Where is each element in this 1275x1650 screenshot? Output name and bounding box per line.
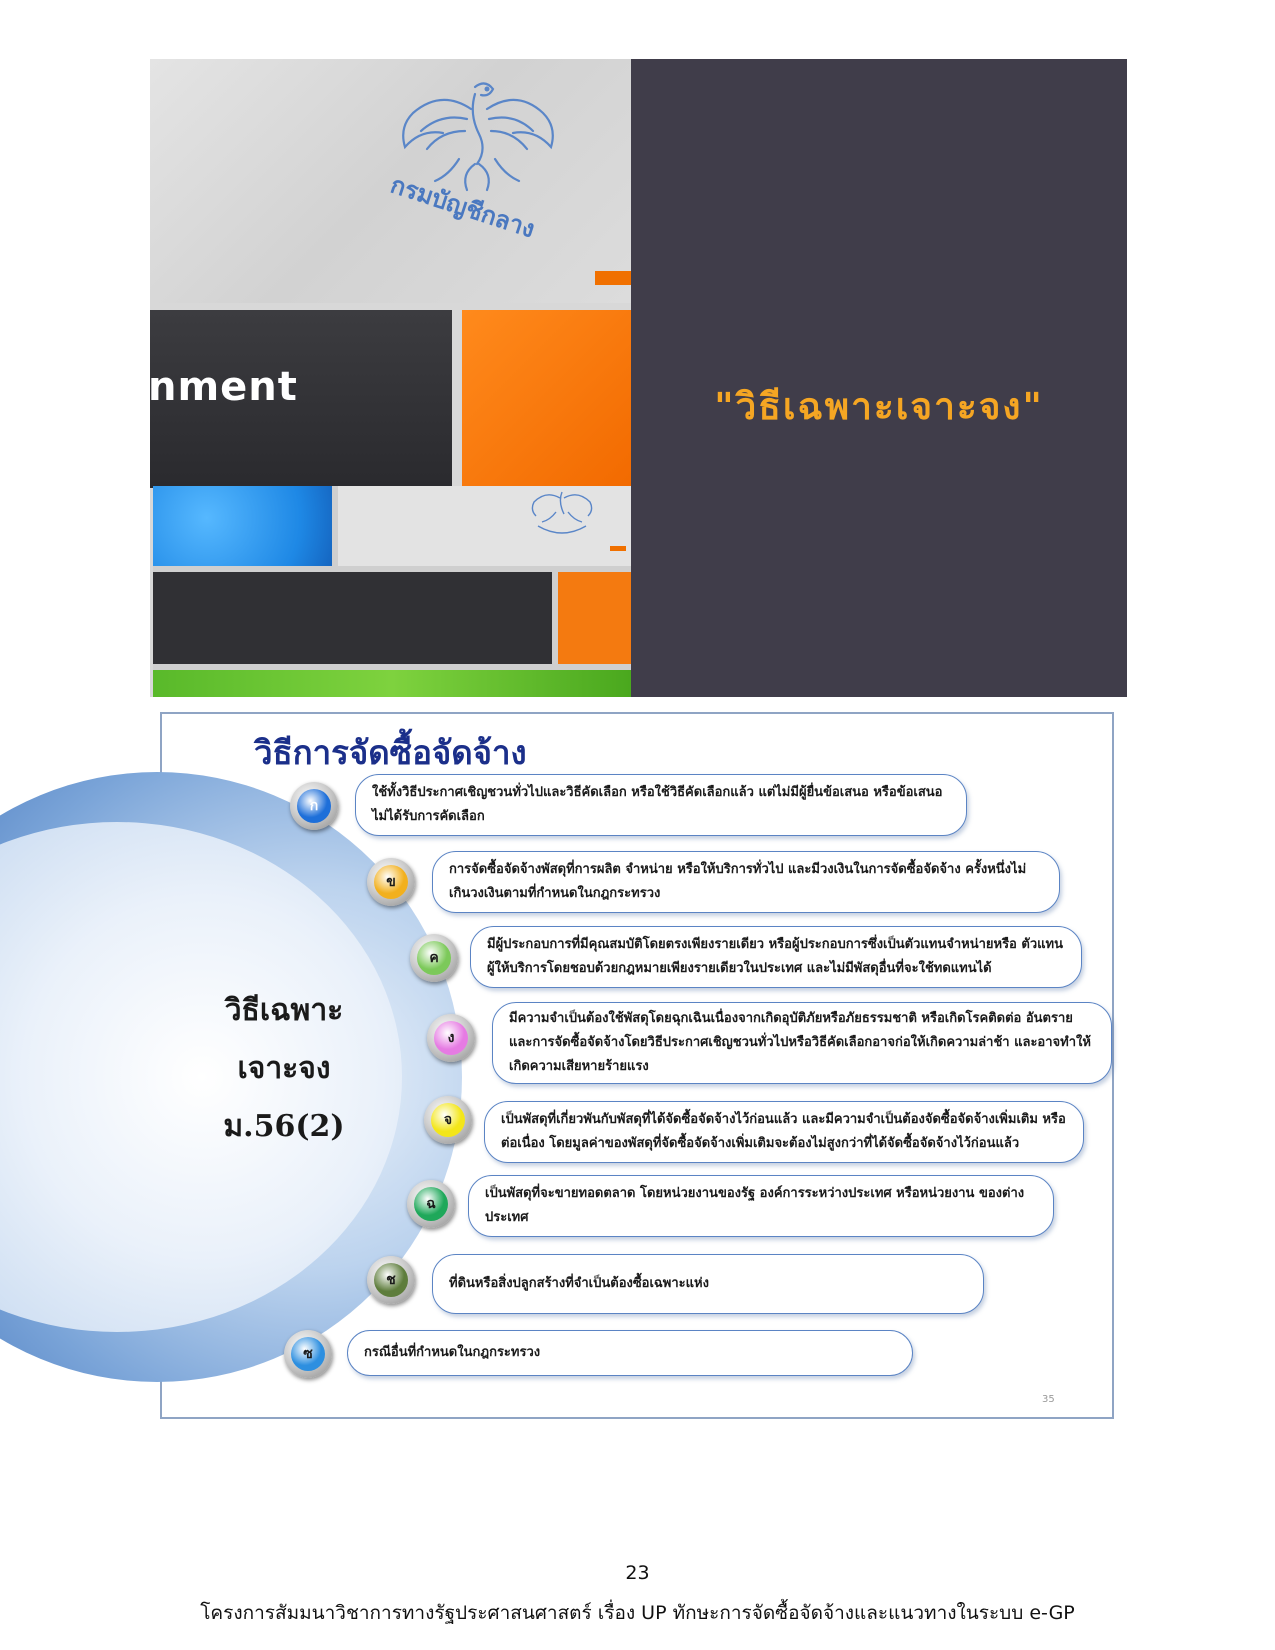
item-pill [355,774,967,836]
thumbnail-gray-block [338,486,631,566]
cover-left-panel [150,59,631,697]
page-number: 23 [625,1562,650,1584]
item-pill [432,1254,984,1314]
footer-project-title: โครงการสัมมนาวิชาการทางรัฐประศาสนศาสตร์ เรื่อง UP ทักษะการจัดซื้อจัดจ้างและแนวทางในระบบ e-GP [200,1602,1075,1624]
item-badge-chho [407,1180,455,1228]
thumbnail-green-strip [153,670,631,697]
arc-label-line1: วิธีเฉพาะ [224,993,344,1028]
item-text: กรณีอื่นที่กำหนดในกฎกระทรวง [364,1345,541,1360]
item-pill [468,1175,1054,1237]
arc-label [184,982,384,1156]
item-badge-so [284,1330,332,1378]
slide-number: 35 [1042,1394,1055,1405]
emblem-logo-text: กรมบัญชีกลาง [387,169,539,244]
thumbnail-dark-block [153,572,552,664]
arc-label-line3: ม.56(2) [223,1109,345,1144]
cover-slide [150,59,1127,697]
thumbnail-orange-tab [610,546,626,551]
arc-label-line2: เจาะจง [237,1051,331,1086]
item-text: มีผู้ประกอบการที่มีคุณสมบัติโดยตรงเพียงรายเดียว หรือผู้ประกอบการซึ่งเป็นตัวแทนจำหน่ายหรือ ตัวแทนผู้ให้บริการโดยชอบด้วยกฎหมายเพียงรายเดียวในประเทศ และไม่มีพัสดุอื่นที่จะใช้ทดแทนได้ [487,937,1063,976]
item-pill [470,926,1082,988]
item-badge-ko [290,782,338,830]
inner-banner-thumbnail [153,486,631,697]
item-pill [484,1101,1084,1163]
item-badge-kho [367,858,415,906]
item-badge-dot: ง [434,1021,468,1055]
item-badge-ngo [427,1014,475,1062]
banner-partial-word: nment [148,364,298,410]
thumbnail-blue-block [153,486,332,566]
slide-title: วิธีการจัดซื้อจัดจ้าง [254,733,527,772]
item-badge-cho [424,1096,472,1144]
item-text: เป็นพัสดุที่จะขายทอดตลาด โดยหน่วยงานของรัฐ องค์การระหว่างประเทศ หรือหน่วยงาน ของต่างประเทศ [485,1186,1025,1225]
banner-orange-block [462,310,631,488]
item-badge-dot: ข [374,865,408,899]
item-text: การจัดซื้อจัดจ้างพัสดุที่การผลิต จำหน่าย หรือให้บริการทั่วไป และมีวงเงินในการจัดซื้อจัดจ้าง ครั้งหนึ่งไม่เกินวงเงินตามที่กำหนดในกฎกระทรวง [449,862,1027,901]
item-badge-dot: ฉ [414,1187,448,1221]
item-text: ใช้ทั้งวิธีประกาศเชิญชวนทั่วไปและวิธีคัดเลือก หรือใช้วิธีคัดเลือกแล้ว แต่ไม่มีผู้ยื่นข้อเสนอ หรือข้อเสนอไม่ได้รับการคัดเลือก [372,785,943,824]
item-badge-dot: ก [297,789,331,823]
item-badge-cho-chang [367,1256,415,1304]
item-text: เป็นพัสดุที่เกี่ยวพันกับพัสดุที่ได้จัดซื้อจัดจ้างไว้ก่อนแล้ว และมีความจำเป็นต้องจัดซื้อจัดจ้างเพิ่มเติม หรือต่อเนื่อง โดยมูลค่าของพัสดุที่จัดซื้อจัดจ้างเพิ่มเติมจะต้องไม่สูงกว่าที่ได้จัดซื้อจัดจ้างไว้ก่อนแล้ว [501,1112,1066,1151]
item-pill [432,851,1060,913]
item-badge-dot: จ [431,1103,465,1137]
item-pill [492,1002,1112,1084]
method-title: "วิธีเฉพาะเจาะจง" [714,385,1044,428]
item-text: มีความจำเป็นต้องใช้พัสดุโดยฉุกเฉินเนื่องจากเกิดอุบัติภัยหรือภัยธรรมชาติ หรือเกิดโรคติดต่อ อันตราย และการจัดซื้อจัดจ้างโดยวิธีประกาศเชิญชวนทั่วไปหรือวิธีคัดเลือกอาจก่อให้เกิดความล่าช้า และอาจทำให้เกิดความเสียหายร้ายแรง [509,1011,1091,1074]
procurement-methods-slide [160,712,1114,1419]
thumbnail-orange-block [558,572,631,664]
item-pill [347,1330,913,1376]
cover-right-panel [631,59,1127,697]
orange-tab-accent [595,271,631,285]
item-text: ที่ดินหรือสิ่งปลูกสร้างที่จำเป็นต้องซื้อเฉพาะแห่ง [449,1276,709,1291]
small-garuda-emblem-icon [526,486,598,538]
item-badge-kho-khwai [410,934,458,982]
item-badge-dot: ช [374,1263,408,1297]
item-badge-dot: ซ [291,1337,325,1371]
item-badge-dot: ค [417,941,451,975]
